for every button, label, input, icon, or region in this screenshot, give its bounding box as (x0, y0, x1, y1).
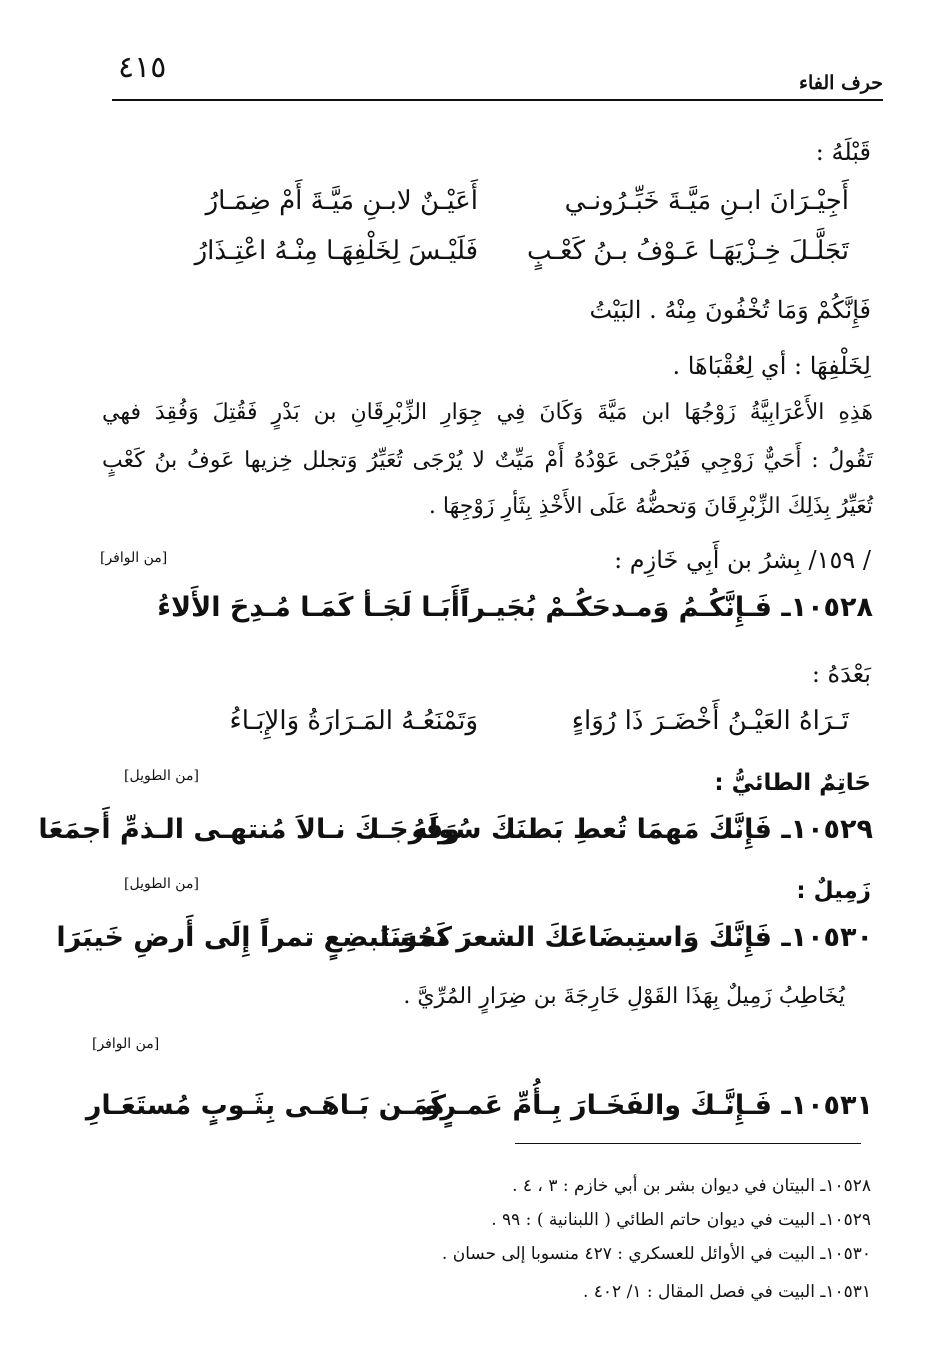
before-label: قَبْلَهُ : (815, 138, 871, 166)
poet-159-heading: / ١٥٩/ بِشرُ بن أَبِي خَازِم : (614, 546, 871, 574)
meter-label-zamil: [من الطويل] (124, 876, 199, 892)
meter-label-hatim: [من الطويل] (124, 768, 199, 784)
after-label: بَعْدَهُ : (811, 660, 871, 688)
commentary-line-3: تُعَيِّرُ بِذَلِكَ الزِّبْرِقَانَ وَتحضُّهُ عَلَى الأَخْذِ بِثَأرِ زَوْجِهَا . (428, 494, 873, 519)
header-rule (112, 99, 883, 101)
footnote-10528: ١٠٥٢٨ـ البيتان في ديوان بشر بن أبي خازم : ٣ ، ٤ . (512, 1176, 871, 1196)
poet-zamil-heading: زَمِيلٌ : (796, 878, 871, 904)
verse-10528-first-hemistich: ١٠٥٢٨ـ فَـإِنَّكُـمُ وَمـدحَكُـمْ بُجَيـراً (460, 592, 873, 623)
commentary-line-2: تَقُولُ : أَحَيٌّ زَوْجِي فَيُرْجَى عَوْدُهُ أَمْ مَيِّتٌ لا يُرْجَى تُعَيِّرُ وَتجلل خِزيها عَوفُ بنُ كَعْبٍ (102, 448, 873, 473)
verse-after-first-hemistich: تَـرَاهُ العَيْـنُ أَخْضَـرَ ذَا رُوَاءٍ (571, 706, 849, 736)
verse-10530-second-hemistich: كَمُستَبضِعٍ تمراً إِلَى أَرضِ خَيبَرَا (56, 922, 452, 953)
page-number: ٤١٥ (118, 50, 167, 85)
footnote-10529: ١٠٥٢٩ـ البيت في ديوان حاتم الطائي ( اللبنانية ) : ٩٩ . (491, 1210, 871, 1230)
poet-hatim-heading: حَاتِمٌ الطائيُّ : (714, 770, 871, 796)
verse-10529-first-hemistich: ١٠٥٢٩ـ فَإِنَّكَ مَهمَا تُعطِ بَطنَكَ سُولَهُ (411, 814, 873, 845)
verse-10528-second-hemistich: أَبَـا لَجَـأ كَمَـا مُـدِحَ الأَلاءُ (157, 592, 460, 623)
verse-10531-first-hemistich: ١٠٥٣١ـ فَـإِنَّـكَ والفَخَـارَ بِـأُمِّ عَمـرٍو (423, 1090, 873, 1121)
verse-2-second-hemistich: فَلَيْـسَ لِخَلْفِهَـا مِنْـهُ اعْتِـذَارُ (194, 236, 478, 266)
verse-1-first-hemistich: أَجِيْـرَانَ ابـنِ مَيَّـةَ خَبِّـرُونـي (564, 186, 849, 216)
verse-1-second-hemistich: أَعَيْـنٌ لابـنِ مَيَّـةَ أَمْ ضِمَـارُ (205, 186, 478, 216)
gloss-line: لِخَلْفِهَا : أي لِعُقْبَاهَا . (672, 352, 871, 380)
verse-after-second-hemistich: وَتَمْنَعُـهُ المَـرَارَةُ وَالإِبَـاءُ (229, 706, 478, 736)
footnote-10530: ١٠٥٣٠ـ البيت في الأوائل للعسكري : ٤٢٧ منسوبا إلى حسان . (441, 1244, 871, 1264)
verse-10529-second-hemistich: وَفَرجَـكَ نـالاَ مُنتهـى الـذمِّ أَجمَعَا (38, 814, 460, 845)
verse-10530-first-hemistich: ١٠٥٣٠ـ فَإِنَّكَ وَاستِبضَاعَكَ الشعرَ نحوَنَا (380, 922, 873, 953)
zamil-commentary: يُخَاطِبُ زَمِيلٌ بِهَذَا القَوْلِ خَارِجَةَ بن ضِرَارٍ المُرِّيَّ . (403, 984, 845, 1009)
footnote-rule (515, 1143, 861, 1144)
verse-quote-line: فَإِنَّكُمْ وَمَا تُخْفُونَ مِنْهُ . البَيْتُ (589, 296, 871, 324)
verse-2-first-hemistich: تَجَلَّـلَ خِـزْيَهَـا عَـوْفُ بـنُ كَعْـبٍ (526, 236, 849, 266)
verse-10531-second-hemistich: كَمَـن بَـاهَـى بِثَـوبٍ مُستَعَـارِ (85, 1090, 446, 1121)
meter-label-10531: [من الوافر] (92, 1036, 160, 1052)
meter-label-159: [من الوافر] (100, 550, 168, 566)
commentary-line-1: هَذِهِ الأَعْرَابِيَّةُ زَوْجُهَا ابن مَيَّةَ وَكَانَ فِي جِوَارِ الزِّبْرِقَانِ بن بَدْرٍ فَقُتِلَ وَفُقِدَ فهي (102, 400, 873, 425)
chapter-title: حرف الفاء (799, 72, 883, 94)
footnote-10531: ١٠٥٣١ـ البيت في فصل المقال : ١/ ٤٠٢ . (582, 1282, 871, 1302)
